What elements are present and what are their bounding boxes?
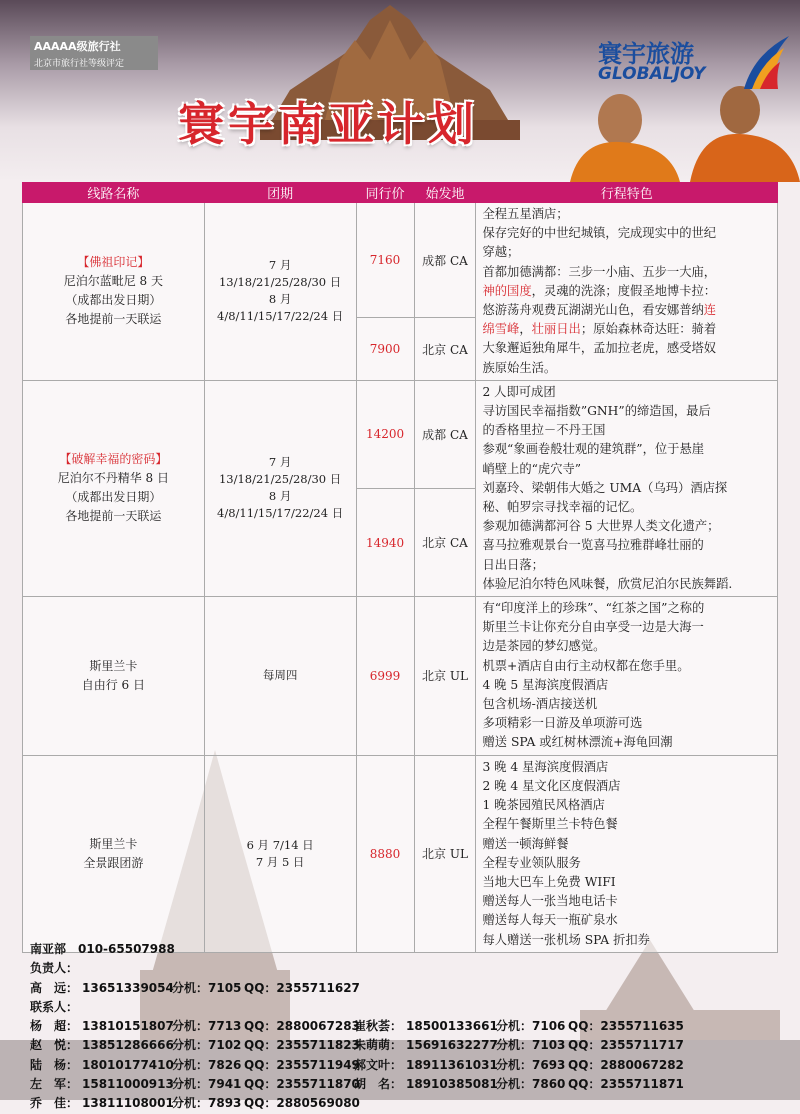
contact-ext: 分机：7103 xyxy=(496,1038,566,1053)
route-connect: 各地提前一天联运 xyxy=(65,312,162,327)
feature-line: 斯里兰卡让你充分自由享受一边是大海一 xyxy=(482,620,704,635)
contact-name: 朱萌萌： xyxy=(354,1038,403,1053)
feature-line: 参观“象画卷般壮观的建筑群”，位于悬崖 xyxy=(482,442,705,457)
contact-qq: QQ：2355711949 xyxy=(244,1057,360,1072)
contact-phone: 15811000913 xyxy=(82,1077,174,1092)
itinerary-table xyxy=(22,182,778,953)
route-name-cell xyxy=(23,380,205,596)
feature-text: ， xyxy=(519,322,532,337)
feature-line: 赠送一顿海鲜餐 xyxy=(482,836,569,851)
contact-ext: 分机：7893 xyxy=(172,1096,242,1111)
contact-ext: 分机：7941 xyxy=(172,1077,242,1092)
route-name: 尼泊尔不丹精华 8 日 xyxy=(57,471,169,486)
date-text: 4/8/11/15/17/22/24 日 xyxy=(217,506,344,521)
contact-ext: 分机：7105 xyxy=(172,980,242,995)
highlight-text: 壮丽日出 xyxy=(531,322,581,337)
contact-ext: 分机：7102 xyxy=(172,1038,242,1053)
contact-ext: 分机：7860 xyxy=(496,1077,566,1092)
contact-name: 乔 佳： xyxy=(30,1096,79,1111)
feature-line: 1 晚茶园殖民风格酒店 xyxy=(482,798,605,813)
contact-ext: 分机：7713 xyxy=(172,1019,242,1034)
route-name: 尼泊尔蓝毗尼 8 天 xyxy=(63,274,163,289)
price-cell: 6999 xyxy=(356,597,414,756)
date-text: 6 月 7/14 日 xyxy=(246,837,314,852)
route-name-cell xyxy=(23,597,205,756)
contact-qq: QQ：2355711717 xyxy=(568,1038,684,1053)
highlight-text: 连 xyxy=(703,303,717,318)
contact-phone: 13811108001 xyxy=(82,1096,174,1111)
feature-line: 每人赠送一张机场 SPA 折扣券 xyxy=(482,932,650,947)
table-header-row xyxy=(23,183,778,203)
route-tag: 【佛祖印记】 xyxy=(77,255,150,270)
feature-text: 悠游荡舟观费瓦湖湖光山色，看安娜普纳 xyxy=(482,303,704,318)
feature-line: 2 晚 4 星文化区度假酒店 xyxy=(482,778,621,793)
feature-line: 参观加德满都河谷 5 大世界人类文化遗产； xyxy=(482,519,720,534)
feature-line: 喜马拉雅观景台一览喜马拉雅群峰壮丽的 xyxy=(482,538,704,553)
contact-name: 杨 超： xyxy=(30,1019,79,1034)
col-date: 团期 xyxy=(204,183,356,203)
col-from: 始发地 xyxy=(414,183,476,203)
from-cell: 北京 UL xyxy=(414,755,476,952)
highlight-text: 绵雪峰 xyxy=(482,322,520,337)
route-date-cell xyxy=(204,203,356,381)
date-text: 13/18/21/25/28/30 日 xyxy=(218,472,342,487)
feature-line: 3 晚 4 星海滨度假酒店 xyxy=(482,759,609,774)
contact-qq: QQ：2880067283 xyxy=(244,1019,360,1034)
contacts-label: 联系人： xyxy=(30,999,79,1014)
feature-line xyxy=(482,301,771,320)
price-cell: 14200 xyxy=(356,380,414,488)
col-features: 行程特色 xyxy=(476,183,778,203)
logo-en: GLOBALJOY xyxy=(598,64,706,84)
feature-line: 边是茶园的梦幻感觉。 xyxy=(482,639,606,654)
manager-line xyxy=(30,979,790,998)
feature-line: 首都加德满都：三步一小庙、五步一大庙， xyxy=(482,264,717,279)
date-text: 8 月 xyxy=(268,489,292,504)
contact-phone: 15691632277 xyxy=(406,1038,498,1053)
contact-qq: QQ：2355711823 xyxy=(244,1038,360,1053)
contact-phone: 18910385081 xyxy=(406,1077,498,1092)
contact-qq: QQ：2355711871 xyxy=(568,1077,684,1092)
contact-name: 胡 名： xyxy=(354,1077,403,1092)
contact-phone: 13810151807 xyxy=(82,1019,174,1034)
route-name-cell xyxy=(23,755,205,952)
features-cell xyxy=(476,755,778,952)
from-cell: 北京 CA xyxy=(414,318,476,381)
from-cell: 成都 CA xyxy=(414,380,476,488)
contact-section xyxy=(30,940,790,1114)
feature-line: 大象邂逅独角犀牛，孟加拉老虎，感受塔奴 xyxy=(482,341,717,356)
features-cell xyxy=(476,597,778,756)
contact-name: 郝文叶： xyxy=(354,1057,403,1072)
route-sub: 自由行 6 日 xyxy=(81,677,145,692)
date-text: 13/18/21/25/28/30 日 xyxy=(218,275,342,290)
contact-line xyxy=(30,1017,790,1036)
contact-name: 赵 悦： xyxy=(30,1038,79,1053)
feature-line: 全程午餐斯里兰卡特色餐 xyxy=(482,817,618,832)
feature-line xyxy=(482,282,771,301)
date-text: 4/8/11/15/17/22/24 日 xyxy=(217,309,344,324)
table-row xyxy=(23,203,778,318)
price-cell: 8880 xyxy=(356,755,414,952)
contact-phone: 13651339054 xyxy=(82,980,174,995)
monks-image xyxy=(540,80,800,182)
route-tag: 【破解幸福的密码】 xyxy=(59,452,168,467)
feature-line: 赠送每人一张当地电话卡 xyxy=(482,894,618,909)
date-text: 7 月 5 日 xyxy=(255,854,305,869)
feature-line: 保存完好的中世纪城镇，完成现实中的世纪 xyxy=(482,226,717,241)
table-row xyxy=(23,755,778,952)
contact-line xyxy=(30,1094,790,1113)
contact-qq: QQ：2880569080 xyxy=(244,1096,360,1111)
contact-phone: 18911361031 xyxy=(406,1057,498,1072)
col-route: 线路名称 xyxy=(23,183,205,203)
contact-name: 崔秋荟： xyxy=(354,1019,403,1034)
route-sub: 全景跟团游 xyxy=(83,855,144,870)
page-title: 寰宇南亚计划 xyxy=(178,97,478,151)
feature-line: 当地大巴车上免费 WIFI xyxy=(482,874,616,889)
feature-text: ；原始森林奇达旺：骑着 xyxy=(580,322,717,337)
feature-line: 寻访国民幸福指数”GNH”的缔造国，最后 xyxy=(482,404,711,419)
dept-line: 南亚部 010-65507988 xyxy=(30,942,175,956)
wing-logo-icon xyxy=(734,34,794,94)
feature-line: 有“印度洋上的珍珠”、“红茶之国”之称的 xyxy=(482,601,705,616)
contact-qq: QQ：2880067282 xyxy=(568,1057,684,1072)
logo-cn: 寰宇旅游 xyxy=(598,40,694,68)
feature-line: 赠送每人每天一瓶矿泉水 xyxy=(482,913,618,928)
feature-line: 日出日落； xyxy=(482,557,544,572)
contact-line xyxy=(30,1056,790,1075)
route-date-cell xyxy=(204,380,356,596)
feature-line: 穿越； xyxy=(482,245,520,260)
feature-line: 峭壁上的“虎穴寺” xyxy=(482,461,582,476)
feature-line: 多项精彩一日游及单项游可选 xyxy=(482,716,643,731)
feature-line: 包含机场-酒店接送机 xyxy=(482,697,598,712)
contact-phone: 18010177410 xyxy=(82,1057,174,1072)
route-note: （成都出发日期） xyxy=(65,293,162,308)
route-note: （成都出发日期） xyxy=(65,490,162,505)
feature-line: 的香格里拉－不丹王国 xyxy=(482,423,606,438)
route-date-cell xyxy=(204,755,356,952)
contact-line xyxy=(30,1075,790,1094)
rank-badge xyxy=(30,36,158,70)
contact-ext: 分机：7826 xyxy=(172,1057,242,1072)
header-banner xyxy=(0,0,800,182)
route-name: 斯里兰卡 xyxy=(89,836,138,851)
col-price: 同行价 xyxy=(356,183,414,203)
contact-qq: QQ：2355711870 xyxy=(244,1077,360,1092)
contact-ext: 分机：7106 xyxy=(496,1019,566,1034)
feature-line: 2 人即可成团 xyxy=(482,384,556,399)
route-name-cell xyxy=(23,203,205,381)
date-text: 7 月 xyxy=(268,258,292,273)
route-name: 斯里兰卡 xyxy=(89,658,138,673)
features-cell xyxy=(476,203,778,381)
route-date-cell: 每周四 xyxy=(204,597,356,756)
feature-line: 全程专业领队服务 xyxy=(482,855,581,870)
contact-name: 陆 杨： xyxy=(30,1057,79,1072)
contact-qq: QQ：2355711627 xyxy=(244,980,360,995)
table-row xyxy=(23,597,778,756)
managers-label: 负责人： xyxy=(30,961,79,976)
contact-ext: 分机：7693 xyxy=(496,1057,566,1072)
rank-line2: 北京市旅行社等级评定 xyxy=(34,59,125,69)
price-cell: 7900 xyxy=(356,318,414,381)
price-cell: 7160 xyxy=(356,203,414,318)
highlight-text: 神的国度 xyxy=(482,283,532,298)
feature-line: 机票+酒店自由行主动权都在您手里。 xyxy=(482,658,690,673)
contact-qq: QQ：2355711635 xyxy=(568,1019,684,1034)
contact-name: 左 军： xyxy=(30,1077,79,1092)
feature-line: 刘嘉玲、梁朝伟大婚之 UMA（乌玛）酒店探 xyxy=(482,480,728,495)
features-cell xyxy=(476,380,778,596)
route-connect: 各地提前一天联运 xyxy=(65,509,162,524)
brand-logo xyxy=(596,34,796,94)
contact-phone: 13851286666 xyxy=(82,1038,174,1053)
contact-line xyxy=(30,1036,790,1055)
contact-phone: 18500133661 xyxy=(406,1019,498,1034)
feature-line: 族原始生活。 xyxy=(482,360,557,375)
feature-line: 秘、帕罗宗寻找幸福的记忆。 xyxy=(482,500,643,515)
from-cell: 北京 CA xyxy=(414,488,476,596)
date-text: 8 月 xyxy=(268,292,292,307)
price-cell: 14940 xyxy=(356,488,414,596)
contact-name: 高 远： xyxy=(30,980,79,995)
feature-line: 赠送 SPA 或红树林漂流+海龟回潮 xyxy=(482,735,673,750)
table-row xyxy=(23,380,778,488)
feature-line: 4 晚 5 星海滨度假酒店 xyxy=(482,677,609,692)
feature-line: 体验尼泊尔特色风味餐，欣赏尼泊尔民族舞蹈. xyxy=(482,576,733,591)
feature-text: ，灵魂的洗涤；度假圣地博卡拉： xyxy=(531,283,717,298)
feature-line xyxy=(482,320,771,339)
feature-line: 全程五星酒店； xyxy=(482,207,569,221)
from-cell: 北京 UL xyxy=(414,597,476,756)
date-text: 7 月 xyxy=(268,455,292,470)
from-cell: 成都 CA xyxy=(414,203,476,318)
rank-line1: AAAAA级旅行社 xyxy=(34,40,121,53)
